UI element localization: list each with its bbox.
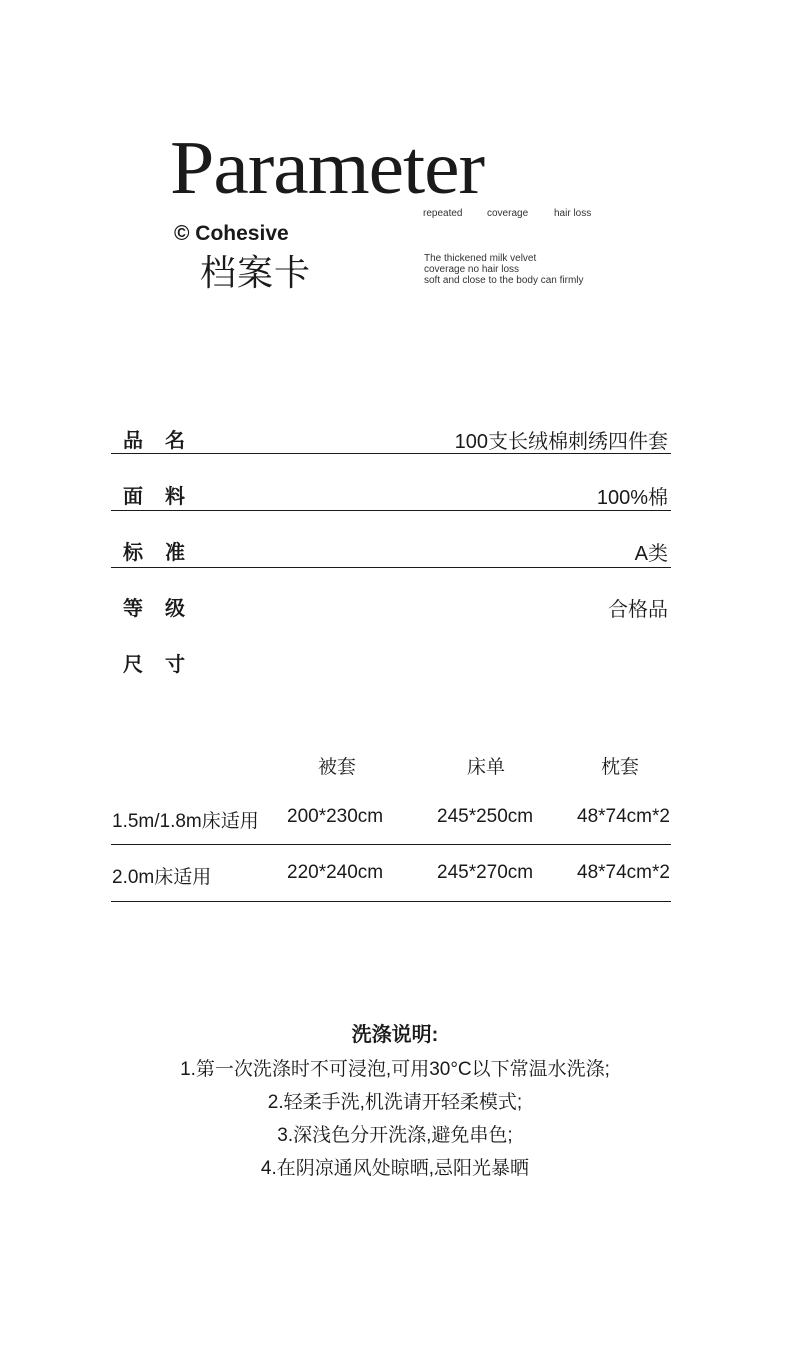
size-bed: 2.0m床适用 [112,867,212,888]
size-sheet: 245*250cm [437,806,534,827]
size-bed: 1.5m/1.8m床适用 [112,811,259,832]
size-pillow: 48*74cm*2 [577,862,670,883]
param-row-size [111,630,671,686]
size-duvet: 220*240cm [287,862,384,883]
param-row-grade [111,574,671,630]
product-description [424,253,584,286]
brand-name: © Cohesive [174,222,289,245]
size-header-duvet: 被套 [318,757,357,778]
brand-subtitle: 档案卡 [200,252,312,293]
param-label: 标准 [123,542,207,564]
size-pillow: 48*74cm*2 [577,806,670,827]
size-duvet: 200*230cm [287,806,384,827]
washing-line: 1.第一次洗涤时不可浸泡,可用30°C以下常温水洗涤; [180,1059,610,1080]
washing-line: 2.轻柔手洗,机洗请开轻柔模式; [267,1092,523,1113]
washing-line: 4.在阴凉通风处晾晒,忌阳光暴晒 [260,1158,530,1179]
tag-coverage: coverage [487,208,529,219]
size-sheet: 245*270cm [437,862,534,883]
param-label: 等级 [123,598,207,620]
description-line: soft and close to the body can firmly [424,275,584,286]
param-value: 100%棉 [596,487,668,509]
divider [111,901,671,902]
param-value: A类 [634,543,668,565]
divider [111,567,671,568]
washing-line: 3.深浅色分开洗涤,避免串色; [277,1125,513,1146]
param-value: 100支长绒棉刺绣四件套 [454,431,668,453]
param-value: 合格品 [608,599,668,621]
size-header-sheet: 床单 [467,757,506,778]
washing-title: 洗涤说明: [351,1024,439,1046]
divider [111,453,671,454]
description-line: coverage no hair loss [424,264,520,275]
divider [111,844,671,845]
divider [111,510,671,511]
tag-hair-loss: hair loss [554,208,592,219]
param-label: 品名 [123,430,207,452]
size-header-pillow: 枕套 [601,757,640,778]
page-title: Parameter [170,126,484,210]
param-row-standard [111,518,671,574]
param-label: 尺寸 [123,654,207,676]
param-label: 面料 [123,486,207,508]
description-line: The thickened milk velvet [424,253,537,264]
tag-repeated: repeated [423,208,463,219]
